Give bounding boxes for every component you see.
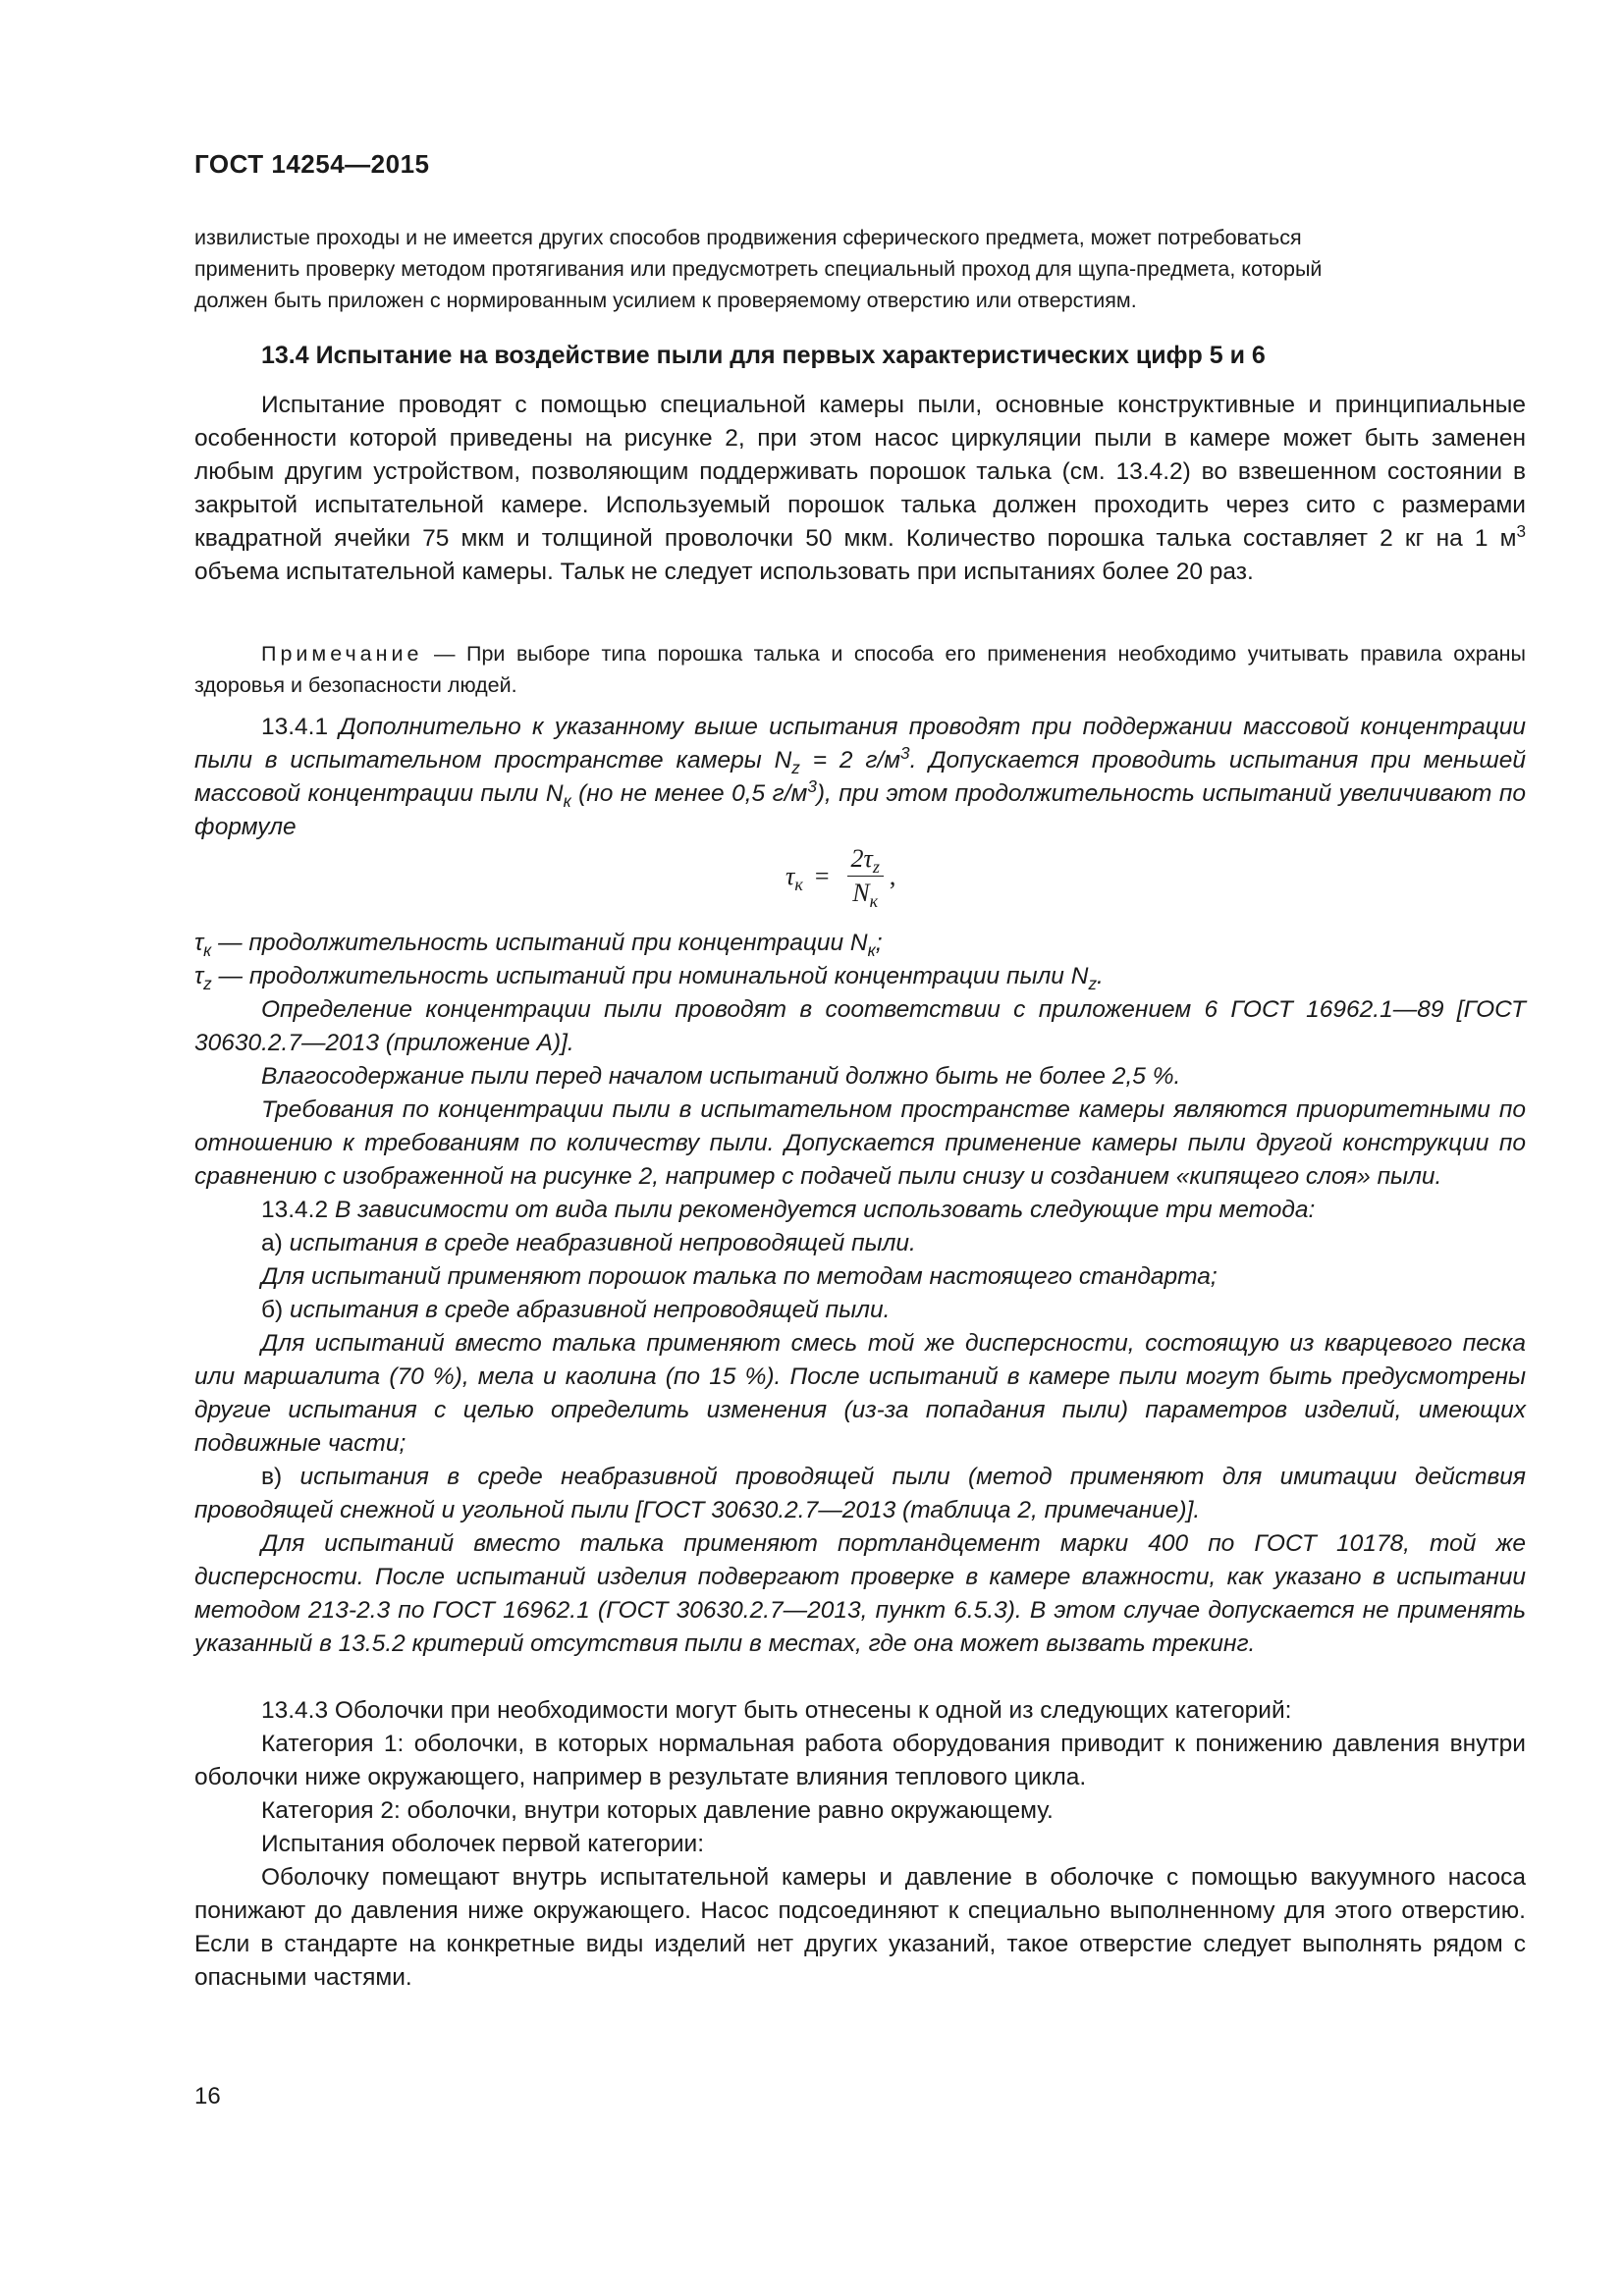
method-c-detail: Для испытаний вместо талька применяют портландцемент марки 400 по ГОСТ 10178, той же дисперсности. После испытаний изделия подвергают проверке в камере влажности, как указано в испытании методом 213-2.3 по ГОСТ 16962.1 (ГОСТ 30630.2.7—2013, пункт 6.5.3). В этом случае допускается не применять указанный в 13.5.2 критерий отсутствия пыли в местах, где она может вызвать трекинг. — [194, 1530, 1526, 1657]
clause-13-4-3-intro: 13.4.3 Оболочки при необходимости могут быть отнесены к одной из следующих категорий: — [261, 1697, 1292, 1724]
method-a: а) испытания в среде неабразивной непроводящей пыли. — [261, 1230, 916, 1256]
para1-sup: 3 — [1516, 520, 1526, 541]
requirements-paragraph: Требования по концентрации пыли в испытательном пространстве камеры являются приоритетными по отношению к требованиям по количеству пыли. Допускается применение камеры пыли другой конструкции по сравнению с изображенной на рисунке 2, например с подачей пыли снизу и созданием «кипящего слоя» пыли. — [194, 1096, 1526, 1190]
method-c: в) испытания в среде неабразивной проводящей пыли (метод применяют для имитации действия проводящей снежной и угольной пыли [ГОСТ 30630.2.7—2013 (таблица 2, примечание)]. — [194, 1464, 1526, 1523]
concentration-paragraph: Определение концентрации пыли проводят в соответствии с приложением 6 ГОСТ 16962.1—89 [ГОСТ 30630.2.7—2013 (приложение А)]. — [194, 996, 1526, 1056]
formula-tail: , — [889, 861, 896, 890]
note-paragraph — [194, 638, 1526, 701]
method-a-detail: Для испытаний применяют порошок талька по методам настоящего стандарта; — [261, 1263, 1218, 1290]
formula-denominator: $N_к$ — [852, 879, 879, 912]
method-b-detail: Для испытаний вместо талька применяют смесь той же дисперсности, состоящую из кварцевого песка или маршалита (70 %), мела и каолина (по 15 %). После испытаний в камере пыли могут быть предусмотрены другие испытания с целью определить изменения (из-за попадания пыли) параметров изделий, имеющих подвижные части; — [194, 1330, 1526, 1457]
formula-numerator: $2\tau_z$ — [847, 844, 884, 877]
note-text: — При выборе типа порошка талька и способа его применения необходимо учитывать правила охраны здоровья и безопасности людей. — [194, 642, 1526, 697]
formula-lhs: $\tau_к$ — [785, 861, 803, 894]
clause-13-4-1: 13.4.1 Дополнительно к указанному выше испытания проводят при поддержании массовой концентрации пыли в испытательном пространстве камеры $N_z = 2$ $г/м^3$. Допускается проводить испытания при меньшей массовой концентрации пыли $N_к$ (но не менее 0,5 $г/м^3$), при этом продолжительность испытаний увеличивают по формуле — [194, 714, 1526, 840]
note-label: Примечание — [261, 642, 423, 666]
para1-text: Испытание проводят с помощью специальной камеры пыли, основные конструктивные и принципиальные особенности которой приведены на рисунке 2, при этом насос циркуляции пыли в камере может быть заменен любым другим устройством, позволяющим поддерживать порошок талька (см. 13.4.2) во взвешенном состоянии в закрытой испытательной камере. Используемый порошок талька должен проходить через сито с размерами квадратной ячейки 75 мкм и толщиной проволочки 50 мкм. Количество порошка талька составляет 2 кг на 1 м — [194, 392, 1526, 552]
formula-fraction — [847, 844, 884, 912]
section-paragraph — [194, 389, 1526, 589]
definition-tau-z: $\tau_z$ — продолжительность испытаний при номинальной концентрации пыли $N_z$. — [194, 963, 1104, 993]
clause-13-4-2: 13.4.2 В зависимости от вида пыли рекомендуется использовать следующие три метода: — [261, 1197, 1316, 1223]
first-category-tests: Испытания оболочек первой категории: — [261, 1831, 705, 1857]
formula-eq: = — [814, 861, 830, 890]
duration-formula — [785, 844, 896, 912]
method-b: б) испытания в среде абразивной непроводящей пыли. — [261, 1297, 891, 1323]
intro-line: должен быть приложен с нормированным усилием к проверяемому отверстию или отверстиям. — [194, 289, 1137, 312]
intro-line: извилистые проходы и не имеется других способов продвижения сферического предмета, может потребоваться — [194, 226, 1302, 249]
section-title: 13.4 Испытание на воздействие пыли для первых характеристических цифр 5 и 6 — [261, 342, 1266, 369]
para1-text-end: объема испытательной камеры. Тальк не следует использовать при испытаниях более 20 раз. — [194, 559, 1254, 585]
category-2: Категория 2: оболочки, внутри которых давление равно окружающему. — [261, 1797, 1054, 1824]
category-1: Категория 1: оболочки, в которых нормальная работа оборудования приводит к понижению давления внутри оболочки ниже окружающего, например в результате влияния теплового цикла. — [194, 1731, 1526, 1790]
definitions-and-paragraphs — [194, 927, 1526, 1661]
clause-13-4-3 — [194, 1694, 1526, 1995]
clause-number: 13.4.1 — [261, 714, 340, 740]
definition-tau-k: $\tau_к$ — продолжительность испытаний при концентрации $N_к$; — [194, 930, 883, 960]
moisture-paragraph: Влагосодержание пыли перед началом испытаний должно быть не более 2,5 %. — [261, 1063, 1181, 1090]
vacuum-procedure: Оболочку помещают внутрь испытательной камеры и давление в оболочке с помощью вакуумного насоса понижают до давления ниже окружающего. Насос подсоединяют к специально выполненному для этого отверстию. Если в стандарте на конкретные виды изделий нет других указаний, такое отверстие следует выполнять рядом с опасными частями. — [194, 1864, 1526, 1991]
intro-paragraph — [194, 222, 1526, 316]
intro-line: применить проверку методом протягивания или предусмотреть специальный проход для щупа-предмета, который — [194, 257, 1323, 281]
page-number: 16 — [194, 2083, 221, 2109]
document-header: ГОСТ 14254—2015 — [194, 149, 430, 179]
